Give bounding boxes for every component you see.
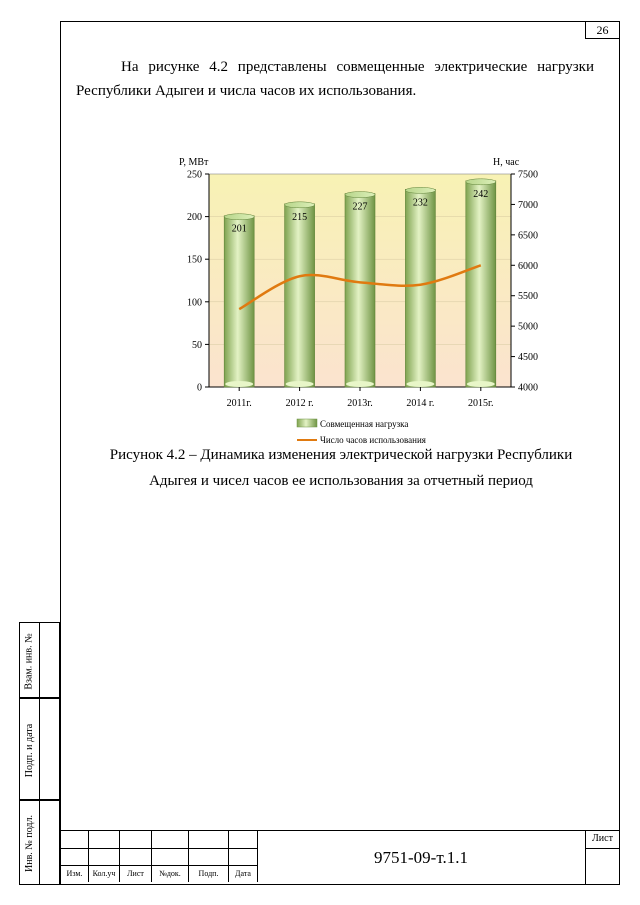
bar-value-label: 215: [292, 211, 308, 223]
right-tick-label: 6500: [518, 230, 538, 242]
side-label-inv: Инв. № подл.: [24, 815, 36, 872]
title-block: [61, 830, 619, 884]
bar-cap: [405, 187, 435, 193]
bar-cap: [345, 192, 375, 198]
right-tick-label: 4500: [518, 352, 538, 364]
bar-base-highlight: [406, 381, 434, 387]
bar-base-highlight: [286, 381, 314, 387]
side-box-vzam: [19, 622, 60, 698]
col-podp: Подп.: [189, 865, 229, 882]
bar-cap: [466, 179, 496, 185]
col-koluch: Кол.уч: [89, 865, 120, 882]
bar-cap: [224, 214, 254, 220]
legend-bar-label: Совмещенная нагрузка: [320, 419, 409, 429]
bar: [285, 204, 315, 387]
intro-paragraph: На рисунке 4.2 представлены совмещенные электрические нагрузки Республики Адыгеи и числа часов их использования.: [76, 59, 594, 99]
right-tick-label: 7000: [518, 199, 538, 211]
right-tick-label: 5000: [518, 321, 538, 333]
bar: [405, 189, 435, 387]
figure-caption-line-2: Адыгея и чисел часов ее использования за отчетный период: [149, 473, 533, 489]
col-data: Дата: [229, 865, 258, 882]
bar-base-highlight: [467, 381, 495, 387]
bar-cap: [285, 202, 315, 208]
x-tick-label: 2015г.: [468, 398, 494, 409]
revision-table: [61, 831, 258, 882]
sheet-cell: [585, 831, 619, 884]
right-tick-label: 5500: [518, 291, 538, 303]
page-number: 26: [585, 22, 619, 39]
right-axis-label: H, час: [493, 157, 520, 168]
bar-value-label: 227: [352, 201, 368, 213]
col-list: Лист: [120, 865, 152, 882]
bar-base-highlight: [225, 381, 253, 387]
bar-base-highlight: [346, 381, 374, 387]
right-tick-label: 6000: [518, 260, 538, 272]
left-axis-label: P, МВт: [179, 157, 209, 168]
right-tick-label: 4000: [518, 382, 538, 394]
bar: [466, 181, 496, 387]
side-label-vzam: Взам. инв. №: [24, 632, 36, 690]
bar-value-label: 242: [473, 188, 489, 200]
chart: [61, 127, 621, 447]
page-frame: [60, 21, 620, 885]
document-code: 9751-09-т.1.1: [374, 847, 468, 867]
right-tick-label: 7500: [518, 169, 538, 181]
left-tick-label: 100: [187, 297, 202, 309]
legend: [297, 419, 426, 445]
col-ndok: №док.: [152, 865, 189, 882]
bar: [345, 194, 375, 387]
x-tick-label: 2013г.: [347, 398, 373, 409]
side-box-podp: [19, 698, 60, 800]
left-tick-label: 150: [187, 254, 202, 266]
legend-line-label: Число часов использования: [320, 435, 426, 445]
bar-value-label: 232: [412, 197, 428, 209]
sheet-label: Лист: [586, 831, 619, 849]
side-label-podp: Подп. и дата: [24, 723, 35, 777]
x-tick-label: 2012 г.: [285, 398, 314, 409]
legend-bar-swatch: [297, 419, 317, 427]
figure-caption-line-1: Рисунок 4.2 – Динамика изменения электрической нагрузки Республики: [109, 447, 573, 463]
left-tick-label: 250: [187, 169, 202, 181]
bar-value-label: 201: [231, 223, 247, 235]
x-tick-label: 2014 г.: [406, 398, 435, 409]
x-tick-label: 2011г.: [226, 398, 252, 409]
col-izm: Изм.: [61, 865, 89, 882]
left-tick-label: 50: [192, 339, 202, 351]
left-tick-label: 200: [187, 212, 202, 224]
revision-header-row: [61, 865, 258, 882]
left-tick-label: 0: [197, 382, 202, 394]
side-box-inv: [19, 800, 60, 885]
